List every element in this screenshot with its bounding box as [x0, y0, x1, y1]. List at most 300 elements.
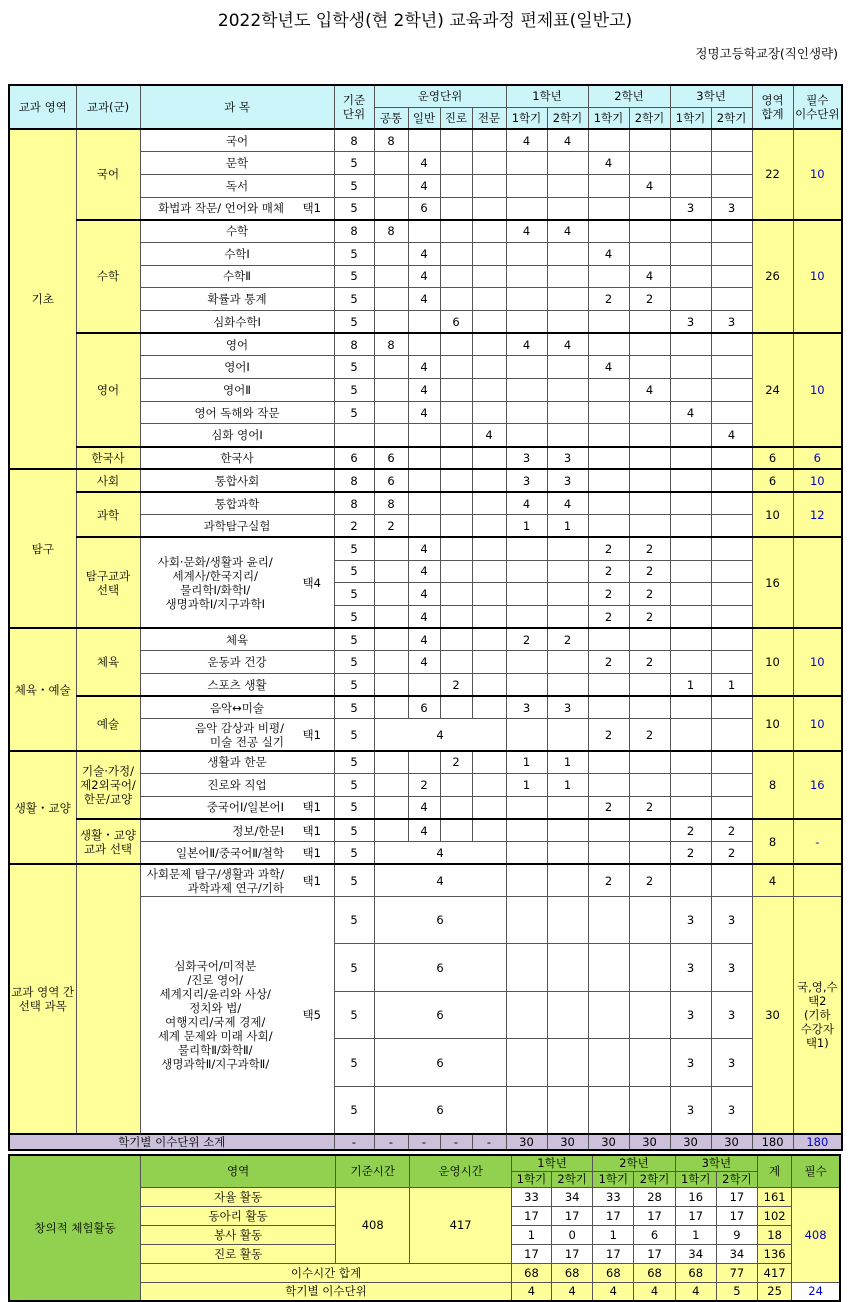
op-units-p: [440, 424, 472, 447]
select-count: 택1: [290, 842, 334, 865]
base-units: 5: [334, 774, 374, 797]
semester-units: 3: [711, 197, 752, 220]
semester-units: 3: [506, 469, 547, 492]
op-units-j: [472, 560, 506, 583]
cca-header-semester: 2학기: [552, 1171, 593, 1187]
semester-units: [670, 515, 711, 538]
op-units-j: [472, 774, 506, 797]
semester-units: [588, 696, 629, 719]
semester-units: [670, 751, 711, 774]
required-units: 10: [793, 469, 842, 492]
semester-units: [506, 842, 547, 865]
group-life-elective: 생활・교양 교과 선택: [76, 819, 140, 864]
summary-value: -: [472, 1134, 506, 1150]
semester-units: [629, 492, 670, 515]
semester-units: [588, 174, 629, 197]
op-units-g: [408, 129, 440, 152]
semester-units: 2: [629, 651, 670, 674]
cca-units: 4: [593, 1282, 634, 1301]
semester-units: [547, 674, 588, 697]
cca-hours: 68: [675, 1263, 716, 1282]
op-units-j: [472, 174, 506, 197]
base-units: 5: [334, 1039, 374, 1087]
semester-units: [711, 774, 752, 797]
semester-units: [711, 651, 752, 674]
semester-units: [588, 333, 629, 356]
semester-units: [670, 333, 711, 356]
subject-name: 통합사회: [140, 469, 334, 492]
semester-units: [506, 1039, 547, 1087]
base-units: 5: [334, 674, 374, 697]
semester-units: 1: [547, 751, 588, 774]
summary-value: -: [440, 1134, 472, 1150]
subject-name: 수학Ⅱ: [140, 265, 334, 288]
semester-units: [588, 492, 629, 515]
cca-units: 4: [675, 1282, 716, 1301]
semester-units: 1: [506, 751, 547, 774]
area-basic: 기초: [9, 129, 76, 469]
subject-name: 독서: [140, 174, 334, 197]
required-units: -: [793, 819, 842, 864]
op-units: 4: [374, 842, 506, 865]
semester-units: [711, 628, 752, 651]
cca-semester-hours: 17: [593, 1244, 634, 1263]
semester-units: [670, 288, 711, 311]
op-units-j: [472, 265, 506, 288]
area-total: 6: [752, 447, 793, 470]
semester-units: 4: [547, 492, 588, 515]
header-subject: 과 목: [140, 85, 334, 129]
semester-units: 3: [711, 896, 752, 944]
semester-units: [547, 401, 588, 424]
header-required: 필수 이수단위: [793, 85, 842, 129]
semester-units: 2: [670, 819, 711, 842]
semester-units: 3: [711, 1086, 752, 1134]
op-units-p: 6: [440, 311, 472, 334]
summary-value: 30: [506, 1134, 547, 1150]
op-units: 6: [374, 1086, 506, 1134]
subject-name: 사회문제 탐구/생활과 과학/ 과학과제 연구/기하: [140, 864, 290, 896]
semester-units: [547, 356, 588, 379]
cca-semester-hours: 17: [552, 1244, 593, 1263]
semester-units: [547, 651, 588, 674]
base-units: 5: [334, 311, 374, 334]
semester-units: [670, 356, 711, 379]
subject-name: 국어: [140, 129, 334, 152]
cca-hours-label: 이수시간 합계: [141, 1263, 512, 1282]
op-units-j: [472, 469, 506, 492]
select-count: 택1: [290, 197, 334, 220]
header-base-units: 기준 단위: [334, 85, 374, 129]
semester-units: 4: [629, 265, 670, 288]
summary-value: 30: [547, 1134, 588, 1150]
op-units-c: [374, 605, 408, 628]
semester-units: 2: [588, 719, 629, 751]
semester-units: [547, 864, 588, 896]
select-count: 택1: [290, 719, 334, 751]
semester-units: [506, 401, 547, 424]
semester-units: [506, 674, 547, 697]
semester-units: [547, 1086, 588, 1134]
header-grade: 1학년: [506, 85, 588, 107]
semester-units: [506, 651, 547, 674]
semester-units: 2: [588, 864, 629, 896]
op-units-g: 6: [408, 696, 440, 719]
semester-units: [711, 152, 752, 175]
subject-name: 정보/한문Ⅰ: [140, 819, 290, 842]
area-total: 8: [752, 751, 793, 819]
semester-units: 2: [670, 842, 711, 865]
op-units-p: [440, 583, 472, 606]
semester-units: [547, 197, 588, 220]
semester-units: [506, 265, 547, 288]
semester-units: [629, 129, 670, 152]
semester-units: 3: [547, 696, 588, 719]
semester-units: [670, 628, 711, 651]
cca-semester-hours: 28: [634, 1187, 675, 1206]
op-units-g: 4: [408, 379, 440, 402]
semester-units: 4: [629, 379, 670, 402]
semester-units: [711, 583, 752, 606]
semester-units: [506, 356, 547, 379]
op-units-j: [472, 152, 506, 175]
semester-units: [629, 220, 670, 243]
required-units: 12: [793, 492, 842, 537]
summary-value: 30: [588, 1134, 629, 1150]
cca-semester-hours: 17: [634, 1244, 675, 1263]
semester-units: [506, 379, 547, 402]
semester-units: [506, 864, 547, 896]
cca-semester-hours: 16: [675, 1187, 716, 1206]
op-units-p: 2: [440, 751, 472, 774]
page-title: 2022학년도 입학생(현 2학년) 교육과정 편제표(일반고): [217, 11, 633, 31]
cca-semester-hours: 1: [511, 1225, 551, 1244]
semester-units: 1: [506, 515, 547, 538]
cca-units-total: 25: [758, 1282, 792, 1301]
cca-activity: 동아리 활동: [141, 1206, 336, 1225]
op-units-j: [472, 751, 506, 774]
semester-units: [629, 515, 670, 538]
semester-units: 2: [629, 719, 670, 751]
summary-value: 180: [752, 1134, 793, 1150]
semester-units: 1: [670, 674, 711, 697]
cca-units: 4: [552, 1282, 593, 1301]
semester-units: [711, 515, 752, 538]
op-units-p: [440, 605, 472, 628]
op-units: 6: [374, 1039, 506, 1087]
semester-units: [670, 152, 711, 175]
op-units-g: 4: [408, 583, 440, 606]
header-semester: 1학기: [506, 107, 547, 129]
cca-hours: 68: [634, 1263, 675, 1282]
semester-units: [670, 447, 711, 470]
op-units-c: [374, 311, 408, 334]
header-semester: 2학기: [547, 107, 588, 129]
semester-units: [670, 220, 711, 243]
op-units-p: [440, 819, 472, 842]
op-units: 6: [374, 944, 506, 992]
op-units-g: 2: [408, 774, 440, 797]
op-units-c: [374, 537, 408, 560]
semester-units: [711, 492, 752, 515]
op-units-c: [374, 379, 408, 402]
semester-units: [711, 129, 752, 152]
semester-units: [629, 356, 670, 379]
op-units-p: [440, 492, 472, 515]
semester-units: 3: [506, 447, 547, 470]
area-total: 8: [752, 819, 793, 864]
semester-units: [547, 560, 588, 583]
op-units-g: 4: [408, 651, 440, 674]
op-units-c: [374, 796, 408, 819]
semester-units: [670, 583, 711, 606]
cca-header-semester: 1학기: [675, 1171, 716, 1187]
semester-units: 2: [588, 288, 629, 311]
semester-units: [547, 819, 588, 842]
semester-units: [670, 492, 711, 515]
semester-units: [629, 447, 670, 470]
required-units: 10: [793, 333, 842, 446]
subject-name: 영어 독해와 작문: [140, 401, 334, 424]
semester-units: 1: [547, 774, 588, 797]
semester-units: [670, 774, 711, 797]
required-units: 10: [793, 696, 842, 751]
op-units-g: [408, 311, 440, 334]
op-units-j: [472, 288, 506, 311]
area-total: 22: [752, 129, 793, 220]
semester-units: 2: [506, 628, 547, 651]
cca-semester-hours: 33: [593, 1187, 634, 1206]
semester-units: [670, 696, 711, 719]
semester-units: [629, 896, 670, 944]
op-units-p: 2: [440, 674, 472, 697]
semester-units: [629, 696, 670, 719]
school-signature: 정명고등학교장(직인생략): [695, 46, 838, 61]
base-units: 5: [334, 696, 374, 719]
op-units-g: 4: [408, 265, 440, 288]
cca-units-label: 학기별 이수단위: [141, 1282, 512, 1301]
semester-units: [670, 379, 711, 402]
op-units-p: [440, 796, 472, 819]
op-units-j: [472, 696, 506, 719]
semester-units: 3: [670, 311, 711, 334]
op-units-j: [472, 356, 506, 379]
cca-semester-hours: 17: [593, 1206, 634, 1225]
op-units-j: [472, 242, 506, 265]
cca-header-grade: 2학년: [593, 1155, 675, 1171]
cca-header-total: 계: [758, 1155, 792, 1187]
cca-header-semester: 1학기: [593, 1171, 634, 1187]
op-units-g: 4: [408, 174, 440, 197]
op-units-c: [374, 774, 408, 797]
semester-units: [506, 583, 547, 606]
subject-name: 일본어Ⅱ/중국어Ⅱ/철학: [140, 842, 290, 865]
required-units: 10: [793, 129, 842, 220]
header-grade: 2학년: [588, 85, 670, 107]
semester-units: 4: [588, 242, 629, 265]
op-units-j: [472, 583, 506, 606]
semester-units: 3: [670, 197, 711, 220]
semester-units: 4: [547, 129, 588, 152]
op-units-p: [440, 220, 472, 243]
cca-total: 161: [758, 1187, 792, 1206]
area-total: 24: [752, 333, 793, 446]
op-units-j: [472, 628, 506, 651]
semester-units: [547, 174, 588, 197]
required-units: 10: [793, 628, 842, 696]
semester-units: 4: [506, 129, 547, 152]
op-units-g: [408, 424, 440, 447]
base-units: 5: [334, 896, 374, 944]
op-units-j: [472, 401, 506, 424]
op-units-p: [440, 401, 472, 424]
semester-units: [588, 944, 629, 992]
area-life: 생활・교양: [9, 751, 76, 864]
semester-units: [711, 719, 752, 751]
semester-units: [506, 288, 547, 311]
semester-units: 3: [670, 1039, 711, 1087]
semester-units: 1: [711, 674, 752, 697]
cca-semester-hours: 1: [675, 1225, 716, 1244]
semester-units: 4: [588, 356, 629, 379]
op-units-p: [440, 651, 472, 674]
semester-units: [506, 605, 547, 628]
semester-units: [547, 896, 588, 944]
subject-name: 수학Ⅰ: [140, 242, 334, 265]
semester-units: [588, 896, 629, 944]
op-units-g: 4: [408, 819, 440, 842]
semester-units: [711, 447, 752, 470]
op-units-p: [440, 197, 472, 220]
base-units: 5: [334, 1086, 374, 1134]
op-units-j: [472, 379, 506, 402]
semester-units: [547, 242, 588, 265]
op-units-c: 8: [374, 492, 408, 515]
semester-units: [547, 796, 588, 819]
base-units: 5: [334, 991, 374, 1039]
base-units: 5: [334, 265, 374, 288]
op-units-g: 4: [408, 152, 440, 175]
base-units: 5: [334, 605, 374, 628]
semester-units: [588, 751, 629, 774]
op-units-c: [374, 696, 408, 719]
group-history: 한국사: [76, 447, 140, 470]
summary-value: 30: [629, 1134, 670, 1150]
semester-units: [506, 197, 547, 220]
semester-units: 4: [547, 220, 588, 243]
semester-units: 2: [588, 796, 629, 819]
subject-name: 확률과 통계: [140, 288, 334, 311]
semester-units: [629, 197, 670, 220]
semester-units: 3: [711, 311, 752, 334]
header-semester: 1학기: [670, 107, 711, 129]
op-units-p: [440, 152, 472, 175]
semester-units: [588, 1039, 629, 1087]
op-units-j: [472, 447, 506, 470]
cca-units: 4: [511, 1282, 551, 1301]
op-units-c: [374, 628, 408, 651]
op-units-g: 4: [408, 605, 440, 628]
op-units-c: 8: [374, 220, 408, 243]
area-total: 10: [752, 628, 793, 696]
semester-units: [711, 356, 752, 379]
cca-semester-hours: 17: [634, 1206, 675, 1225]
cca-semester-hours: 34: [716, 1244, 757, 1263]
op-units-g: [408, 674, 440, 697]
cca-header-base: 기준시간: [336, 1155, 410, 1187]
area-total: 26: [752, 220, 793, 333]
semester-units: [670, 424, 711, 447]
semester-units: 3: [711, 944, 752, 992]
semester-units: [547, 605, 588, 628]
semester-units: [506, 944, 547, 992]
semester-units: [588, 774, 629, 797]
semester-units: [506, 174, 547, 197]
op-units-g: 4: [408, 560, 440, 583]
op-units-c: [374, 651, 408, 674]
semester-units: [588, 842, 629, 865]
semester-units: [629, 628, 670, 651]
required-units: 16: [793, 751, 842, 819]
group-social: 사회: [76, 469, 140, 492]
op-units-g: 6: [408, 197, 440, 220]
semester-units: 4: [588, 152, 629, 175]
header-op-col: 전문: [472, 107, 506, 129]
semester-units: [588, 129, 629, 152]
semester-units: [711, 265, 752, 288]
op-units-p: [440, 379, 472, 402]
semester-units: [506, 796, 547, 819]
summary-value: -: [374, 1134, 408, 1150]
base-units: 8: [334, 220, 374, 243]
subject-name: 음악 감상과 비평/ 미술 전공 실기: [140, 719, 290, 751]
op-units: 6: [374, 896, 506, 944]
semester-units: [629, 311, 670, 334]
summary-value: 30: [670, 1134, 711, 1150]
subject-name: 과학탐구실험: [140, 515, 334, 538]
header-grade: 3학년: [670, 85, 752, 107]
semester-units: 3: [547, 469, 588, 492]
semester-units: [670, 605, 711, 628]
op-units-c: [374, 401, 408, 424]
base-units: 5: [334, 401, 374, 424]
semester-units: [588, 424, 629, 447]
op-units-j: [472, 674, 506, 697]
op-units-p: [440, 447, 472, 470]
op-units-j: [472, 220, 506, 243]
op-units-c: 2: [374, 515, 408, 538]
select-count: 택4: [290, 537, 334, 628]
cca-op-hours: 417: [410, 1187, 511, 1263]
op-units-p: [440, 129, 472, 152]
op-units-c: [374, 174, 408, 197]
cca-semester-hours: 17: [675, 1206, 716, 1225]
cca-semester-hours: 17: [552, 1206, 593, 1225]
cca-header-grade: 1학년: [511, 1155, 592, 1171]
semester-units: [547, 424, 588, 447]
group-english: 영어: [76, 333, 140, 446]
semester-units: [547, 991, 588, 1039]
semester-units: 1: [547, 515, 588, 538]
semester-units: 4: [629, 174, 670, 197]
semester-units: 2: [588, 605, 629, 628]
op-units-c: [374, 751, 408, 774]
semester-units: 2: [588, 537, 629, 560]
subject-name: 영어Ⅱ: [140, 379, 334, 402]
op-units-g: 4: [408, 288, 440, 311]
base-units: 5: [334, 751, 374, 774]
op-units-j: [472, 605, 506, 628]
